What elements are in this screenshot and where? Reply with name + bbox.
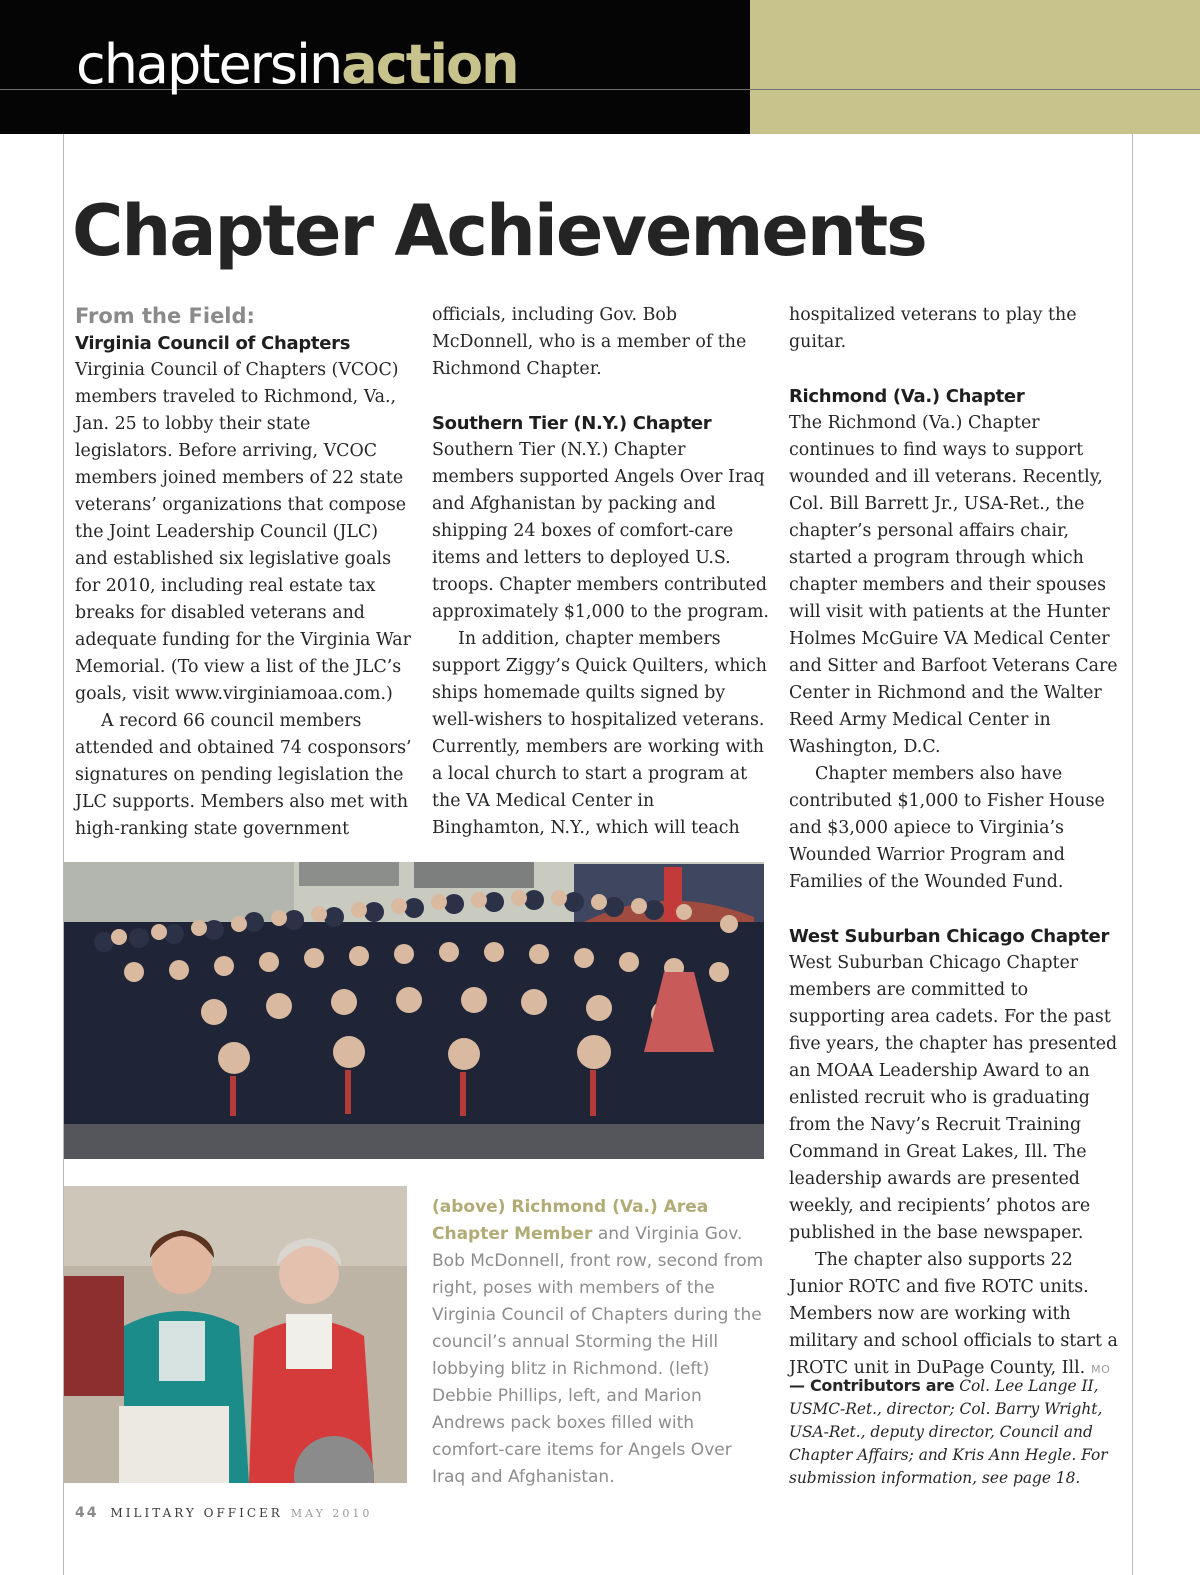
volunteers-photo xyxy=(64,1186,407,1483)
southern-tier-paragraph-1: Southern Tier (N.Y.) Chapter members supported Angels Over Iraq and Afghanistan by packing and shipping 24 boxes of comfort-care items and letters to deployed U.S. troops. Chapter members contributed approximately $1,000 to the program. xyxy=(432,440,769,622)
richmond-paragraph-1: The Richmond (Va.) Chapter continues to find ways to support wounded and ill veterans. Recently, Col. Bill Barrett Jr., USA-Ret., the chapter’s personal affairs chair, started a program through which chapter members and their spouses will visit with patients at the Hunter Holmes McGuire VA Medical Center and Sitter and Barfoot Veterans Care Center in Richmond and the Walter Reed Army Medical Center in Washington, D.C. xyxy=(789,413,1118,757)
page-footer xyxy=(75,1505,372,1521)
end-mark: MO xyxy=(1091,1363,1111,1376)
column-3 xyxy=(789,302,1123,1383)
photo-caption xyxy=(432,1194,768,1491)
section-label xyxy=(76,30,518,100)
chicago-heading: West Suburban Chicago Chapter xyxy=(789,926,1110,947)
section-label-plain: chaptersin xyxy=(76,33,342,96)
richmond-heading: Richmond (Va.) Chapter xyxy=(789,386,1025,407)
virginia-paragraph-2: A record 66 council members attended and obtained 74 cosponsors’ signatures on pending legislation the JLC supports. Members also met with high-ranking state government xyxy=(75,711,412,839)
page-headline: Chapter Achievements xyxy=(72,190,926,272)
contributors-note xyxy=(789,1374,1123,1490)
header-accent-band xyxy=(750,0,1200,134)
richmond-paragraph-2: Chapter members also have contributed $1,000 to Fisher House and $3,000 apiece to Virginia’s Wounded Warrior Program and Families of the Wounded Fund. xyxy=(789,764,1105,892)
caption-lead: (above) Richmond (Va.) Area Chapter Member xyxy=(432,1197,709,1244)
volunteers-photo-illustration xyxy=(64,1186,407,1483)
virginia-heading: Virginia Council of Chapters xyxy=(75,333,351,354)
chicago-paragraph-2-text: The chapter also supports 22 Junior ROTC and five ROTC units. Members now are working with military and school officials to start a JROTC unit in DuPage County, Ill. xyxy=(789,1250,1118,1378)
southern-tier-paragraph-2: In addition, chapter members support Ziggy’s Quick Quilters, which ships homemade quilts signed by well-wishers to hospitalized veterans. Currently, members are working with a local church to start a program at the VA Medical Center in Binghamton, N.Y., which will teach xyxy=(432,629,767,838)
virginia-paragraph-2-continued: officials, including Gov. Bob McDonnell, who is a member of the Richmond Chapter. xyxy=(432,305,747,379)
issue-date: MAY 2010 xyxy=(290,1507,373,1520)
southern-tier-paragraph-2-continued: hospitalized veterans to play the guitar. xyxy=(789,305,1077,352)
virginia-paragraph-1: Virginia Council of Chapters (VCOC) members traveled to Richmond, Va., Jan. 25 to lobby their state legislators. Before arriving, VCOC members joined members of 22 state veterans’ organizations that compose the Joint Leadership Council (JLC) and established six legislative goals for 2010, including real estate tax breaks for disabled veterans and adequate funding for the Virginia War Memorial. (To view a list of the JLC’s goals, visit www.virginiamoaa.com.) xyxy=(75,360,411,704)
chicago-paragraph-1: West Suburban Chicago Chapter members are committed to supporting area cadets. For the past five years, the chapter has presented an MOAA Leadership Award to an enlisted recruit who is graduating from the Navy’s Recruit Training Command in Great Lakes, Ill. The leadership awards are presented weekly, and recipients’ photos are published in the base newspaper. xyxy=(789,953,1118,1243)
southern-tier-heading: Southern Tier (N.Y.) Chapter xyxy=(432,413,712,434)
kicker: From the Field: xyxy=(75,304,255,328)
page-number: 44 xyxy=(75,1505,99,1521)
publication-name: MILITARY OFFICER xyxy=(110,1506,283,1520)
contributors-lead: — Contributors are xyxy=(789,1376,955,1395)
column-2 xyxy=(432,302,770,842)
column-1 xyxy=(75,302,413,843)
caption-text: and Virginia Gov. Bob McDonnell, front row, second from right, poses with members of the Virginia Council of Chapters during the council’s annual Storming the Hill lobbying blitz in Richmond. (left) Debbie Phillips, left, and Marion Andrews pack boxes filled with comfort-care items for Angels Over Iraq and Afghanistan. xyxy=(432,1224,764,1487)
frame-line-right xyxy=(1132,134,1133,1575)
group-photo-illustration xyxy=(64,862,764,1159)
chicago-paragraph-2 xyxy=(789,1247,1123,1383)
section-label-highlight: action xyxy=(341,33,518,96)
group-photo xyxy=(64,862,764,1159)
contributors-text: Col. Lee Lange II, USMC-Ret., director; Col. Barry Wright, USA-Ret., deputy director, Council and Chapter Affairs; and Kris Ann Hegle. For submission information, see page 18. xyxy=(789,1377,1108,1487)
